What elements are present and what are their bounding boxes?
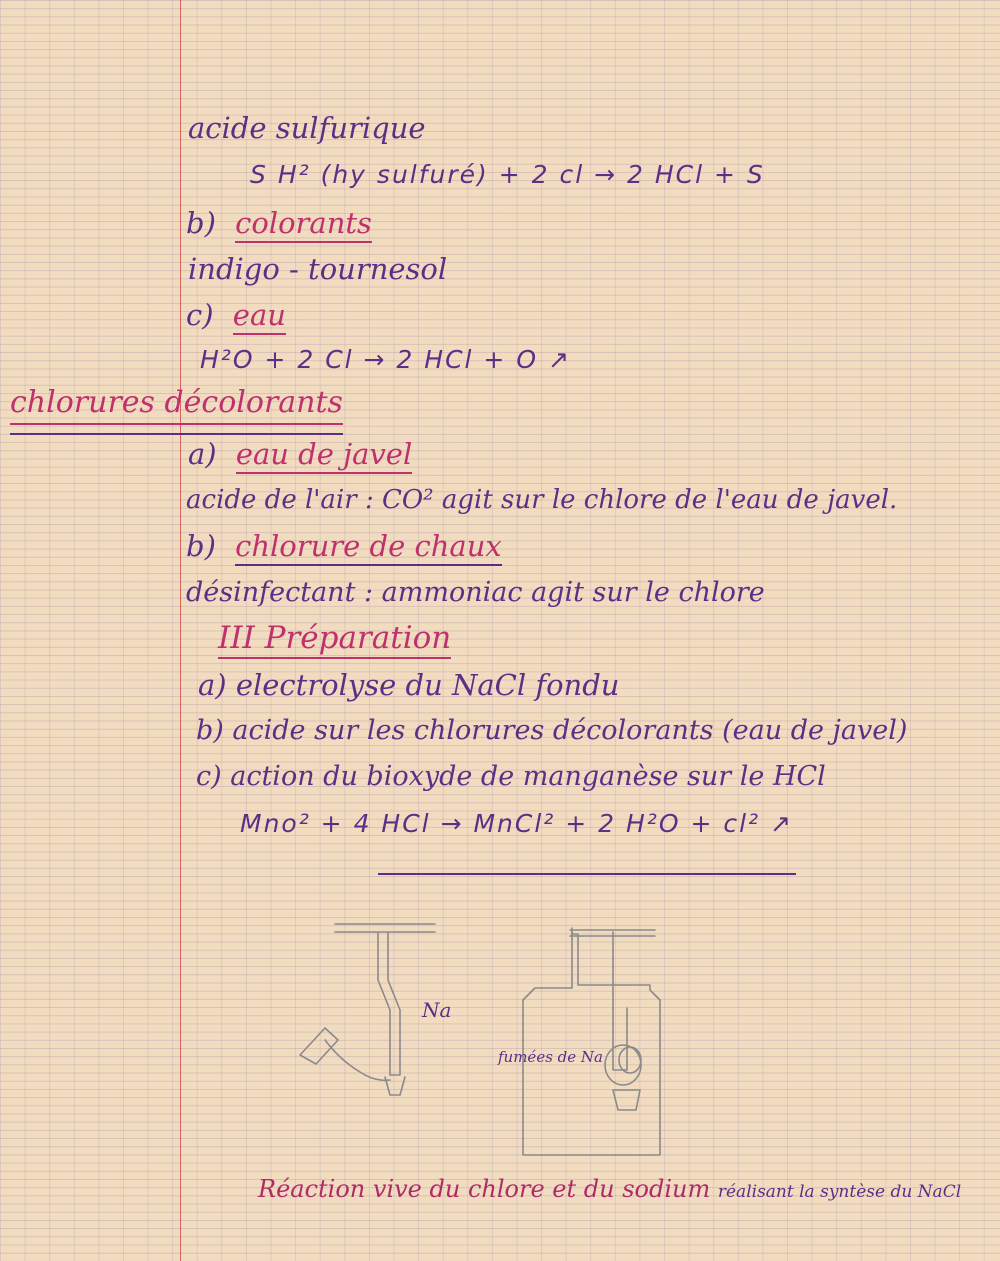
- item-prefix-a: a): [188, 437, 217, 471]
- heading-text: chlorures décolorants: [10, 385, 343, 420]
- line-indigo: indigo - tournesol: [188, 252, 448, 286]
- line-electrolyse: a) electrolyse du NaCl fondu: [198, 668, 620, 702]
- line-acide-sulfurique: acide sulfurique: [188, 111, 426, 145]
- label-fumees-de-na: fumées de Na: [498, 1048, 603, 1066]
- spoon-handle: [300, 1028, 338, 1064]
- flask-body: [523, 928, 660, 1155]
- caption-main: Réaction vive du chlore et du sodium: [258, 1175, 711, 1203]
- label-na: Na: [422, 998, 452, 1022]
- formula-h2s: S H² (hy sulfuré) + 2 cl → 2 HCl + S: [250, 160, 765, 189]
- line-chlorure-de-chaux: [186, 528, 502, 564]
- section-preparation-text: III Préparation: [218, 620, 451, 659]
- spoon-arm: [325, 1040, 390, 1080]
- caption-rest: réalisant la syntèse du NaCl: [717, 1182, 962, 1202]
- section-preparation: [218, 620, 451, 656]
- item-prefix-c: c): [186, 298, 214, 332]
- heading-chlorures-decolorants: [10, 385, 343, 435]
- deflagration-spoon-stem: [613, 1008, 627, 1070]
- formula-water: H²O + 2 Cl → 2 HCl + O ↗: [200, 345, 571, 374]
- spoon-holder: [378, 932, 400, 1075]
- line-action-bioxyde: c) action du bioxyde de manganèse sur le HCl: [196, 761, 826, 792]
- line-colorants: [186, 205, 372, 241]
- item-prefix-b2: b): [186, 529, 216, 563]
- subtitle-colorants: colorants: [235, 206, 372, 243]
- line-eau: [186, 297, 286, 333]
- formula-manganese: Mno² + 4 HCl → MnCl² + 2 H²O + cl² ↗: [240, 809, 793, 838]
- subtitle-eau: eau: [233, 298, 286, 335]
- sodium-cup: [613, 1090, 640, 1110]
- figure-caption: [258, 1175, 961, 1203]
- line-acide-chlorures: b) acide sur les chlorures décolorants (eau de javel): [196, 715, 908, 746]
- line-eau-de-javel: [188, 436, 412, 472]
- item-prefix-b: b): [186, 206, 216, 240]
- line-acide-de-lair: acide de l'air : CO² agit sur le chlore de l'eau de javel.: [186, 485, 898, 515]
- margin-line: [180, 0, 181, 1261]
- heading-underline: [10, 423, 343, 435]
- separator-line: [378, 873, 796, 875]
- apparatus-drawing: [280, 900, 740, 1170]
- sodium-fumes-inner: [619, 1047, 641, 1073]
- subtitle-chlorure-de-chaux: chlorure de chaux: [235, 529, 502, 566]
- line-desinfectant: désinfectant : ammoniac agit sur le chlore: [186, 577, 765, 608]
- subtitle-eau-de-javel: eau de javel: [236, 437, 412, 474]
